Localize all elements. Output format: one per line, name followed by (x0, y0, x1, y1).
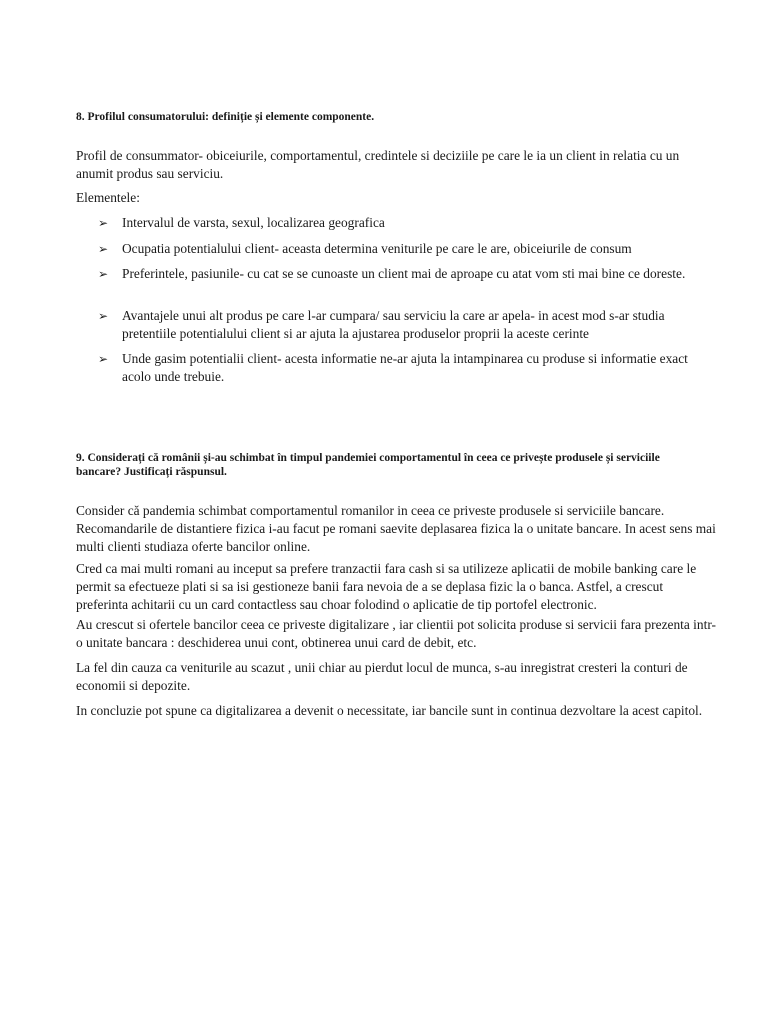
arrow-bullet-icon: ➢ (98, 216, 109, 230)
section-9-paragraph: In concluzie pot spune ca digitalizarea a devenit o necessitate, iar bancile sunt in continua dezvoltare la acest capitol. (76, 703, 703, 718)
arrow-bullet-icon: ➢ (98, 309, 109, 323)
list-item-text: Ocupatia potentialului client- aceasta determina veniturile pe care le are, obiceiurile de consum (122, 241, 632, 256)
arrow-bullet-icon: ➢ (98, 242, 109, 256)
list-item (98, 214, 698, 232)
list-item (98, 265, 698, 283)
section-9-paragraph: Cred ca mai multi romani au inceput sa prefere tranzactii fara cash si sa utilizeze aplicatii de mobile banking care le permit sa efectueze plati si sa isi gestioneze banii fara nevoia de a se deplasa fizic la o banca. Astfel, a crescut preferinta achitarii cu un card contactless sau choar folodind o aplicatie de tip portofel electronic. (76, 561, 697, 612)
list-item-text: Unde gasim potentialii client- acesta informatie ne-ar ajuta la intampinarea cu produse si informatie exact acolo unde trebuie. (122, 351, 688, 384)
section-8-heading: 8. Profilul consumatorului: definiție și elemente componente. (76, 111, 375, 123)
section-9-heading: 9. Considerați că românii și-au schimbat în timpul pandemiei comportamentul în ceea ce privește produsele și serviciile bancare? Justificați răspunsul. (76, 452, 660, 478)
list-item (98, 350, 698, 386)
section-9-paragraph: Consider că pandemia schimbat comportamentul romanilor in ceea ce priveste produsele si serviciile bancare. Recomandarile de distantiere fizica i-au facut pe romani saevite deplasarea fizica la o unitate bancare. In acest sens mai multi clienti studiaza oferte bancilor online. (76, 503, 716, 554)
list-item-text: Avantajele unui alt produs pe care l-ar cumpara/ sau serviciu la care ar apela- in acest mod s-ar studia pretentiile potentialului client si ar ajuta la ajustarea produselor proprii la aceste cerinte (122, 308, 665, 341)
arrow-bullet-icon: ➢ (98, 352, 109, 366)
list-item-text: Preferintele, pasiunile- cu cat se se cunoaste un client mai de aproape cu atat vom sti mai bine ce doreste. (122, 266, 686, 281)
list-item-text: Intervalul de varsta, sexul, localizarea geografica (122, 215, 385, 230)
section-9-paragraph: Au crescut si ofertele bancilor ceea ce priveste digitalizare , iar clientii pot solicita produse si servicii fara prezenta intr-o unitate bancara : deschiderea unui cont, obtinerea unui card de debit, etc. (76, 617, 716, 650)
list-item (98, 307, 698, 343)
section-8-definition: Profil de consummator- obiceiurile, comportamentul, credintele si deciziile pe care le ia un client in relatia cu un anumit produs sau serviciu. (76, 148, 680, 181)
elements-label: Elementele: (76, 190, 140, 205)
arrow-bullet-icon: ➢ (98, 267, 109, 281)
section-9-paragraph: La fel din cauza ca veniturile au scazut , unii chiar au pierdut locul de munca, s-au inregistrat cresteri la conturi de economii si depozite. (76, 660, 688, 693)
list-item (98, 240, 698, 258)
